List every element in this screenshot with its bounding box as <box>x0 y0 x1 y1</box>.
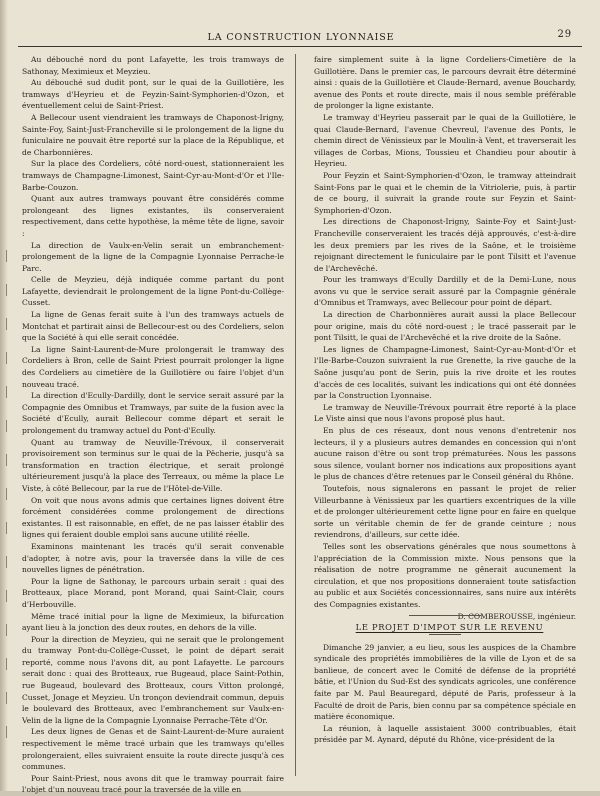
paragraph: La ligne de Genas ferait suite à l'un des tramways actuels de Montchat et partirait ainsi de Bellecour-est ou des Cordeliers, selon que la Société à qui elle serait concédée. <box>22 310 284 343</box>
paragraph: Au débouché sud dudit pont, sur le quai de la Guillotière, les tramways d'Heyrieu et de Feyzin-Saint-Symphorien-d'Ozon, et éventuellement celui de Saint-Priest. <box>22 78 284 111</box>
paragraph: La réunion, à laquelle assistaient 3000 contribuables, était présidée par M. Aynard, député du Rhône, vice-président de la <box>314 723 576 745</box>
paragraph: Pour les tramways d'Ecully Dardilly et de la Demi-Lune, nous avons vu que le service serait assuré par la Compagnie générale d'Omnibus et Tramways, avec Bellecour pour point de départ. <box>314 275 576 308</box>
section-title-rule <box>429 634 461 635</box>
header-rule <box>18 46 582 47</box>
paragraph: Telles sont les observations générales que nous soumettons à l'appréciation de la Commission mixte. Nous pensons que la réalisation de notre programme ne gênerait aucunement la circulation, et que nos propositions donneraient toute satisfaction au public et aux Sociétés concessionnaires, sans nuire aux intérêts des Compagnies existantes. <box>314 541 576 609</box>
paragraph: Les lignes de Champagne-Limonest, Saint-Cyr-au-Mont-d'Or et l'Ile-Barbe-Couzon suivraient la rue Grenette, la rive gauche de la Saône jusqu'au pont de Serin, puis la rive droite et les routes d'accès de ces localités, suivant les indications qui ont été données par la Construction Lyonnaise. <box>314 344 576 401</box>
paragraph: Dimanche 29 janvier, a eu lieu, sous les auspices de la Chambre syndicale des propriétés immobilières de la ville de Lyon et de sa banlieue, de concert avec le Comité de défense de la propriété bâtie, et l'Union du Sud-Est des syndicats agricoles, une conférence faite par M. Paul Beauregard, député de Paris, professeur à la Faculté de droit de Paris, bien connu par sa compétence spéciale en matière économique. <box>314 642 576 722</box>
section-title-text: LE PROJET D'IMPOT SUR LE REVENU <box>355 622 544 633</box>
running-header <box>18 28 584 46</box>
right-column <box>314 54 576 746</box>
paragraph: A Bellecour usent viendraient les tramways de Chaponost-Irigny, Sainte-Foy, Saint-Just-Francheville si le prolongement de la ligne du funiculaire ne pouvait être reporté sur la place de la République, et de Charbonnières. <box>22 112 284 157</box>
paragraph: Les deux lignes de Genas et de Saint-Laurent-de-Mure auraient respectivement le même tracé urbain que les tramways qu'elles prolongeraient, elles suivraient ensuite la route directe jusqu'à ces communes. <box>22 727 284 772</box>
author-signature: D. COMBEROUSSE, ingénieur. <box>457 611 576 621</box>
journal-title: LA CONSTRUCTION LYONNAISE <box>207 31 395 43</box>
paragraph: Pour la ligne de Sathonay, le parcours urbain serait : quai des Brotteaux, place Morand, pont Morand, quai Saint-Clair, cours d'Herbouville. <box>22 576 284 609</box>
paragraph: Les directions de Chaponost-Irigny, Sainte-Foy et Saint-Just-Francheville conserveraient les tracés déjà approuvés, c'est-à-dire les deux premiers par les rives de la Saône, et le troisième rejoignant directement le funiculaire par le pont Tilsitt et l'avenue de l'Archevêché. <box>314 217 576 273</box>
paragraph: La direction de Charbonnières aurait aussi la place Bellecour pour origine, mais du côté nord-ouest ; le tracé passerait par le pont Tilsitt, le quai de l'Archevêché et la rive droite de la Saône. <box>314 310 576 343</box>
paragraph: Même tracé initial pour la ligne de Meximieux, la bifurcation ayant lieu à la jonction des deux routes, en dehors de la ville. <box>22 611 284 633</box>
paragraph: Pour Feyzin et Saint-Symphorien-d'Ozon, le tramway atteindrait Saint-Fons par le quai et le chemin de la Vitriolerie, puis, à partir de ce bourg, il suivrait la grande route sur Feyzin et Saint-Symphorien-d'Ozon. <box>314 170 576 215</box>
margin-marks <box>6 250 12 770</box>
paragraph: Examinons maintenant les tracés qu'il serait convenable d'adopter, à notre avis, pour la traversée dans la ville de ces nouvelles lignes de pénétration. <box>22 541 284 575</box>
page-number: 29 <box>557 29 572 40</box>
paragraph: On voit que nous avons admis que certaines lignes doivent être forcément considérées comme prolongement de directions existantes. Il est raisonnable, en effet, de ne pas laisser établir des lignes qui feraient double emploi sans aucune utilité réelle. <box>22 495 284 540</box>
paragraph: Toutefois, nous signalerons en passant le projet de relier Villeurbanne à Vénissieux par les quartiers excentriques de la ville et de prolonger ultérieurement cette ligne pour en faire en quelque sorte un véritable chemin de fer de grande ceinture ; nous reviendrons, d'ailleurs, sur cette idée. <box>314 483 576 540</box>
paragraph: La direction d'Ecully-Dardilly, dont le service serait assuré par la Compagnie des Omnibus et Tramways, par suite de la fusion avec la Société d'Ecully, aurait Bellecour comme départ et serait le prolongement du tramway actuel du Pont-d'Ecully. <box>22 391 284 435</box>
paragraph: Au débouché nord du pont Lafayette, les trois tramways de Sathonay, Meximieux et Meyzieu. <box>22 55 284 76</box>
left-column <box>22 54 284 796</box>
paragraph: Pour Saint-Priest, nous avons dit que le tramway pourrait faire l'objet d'un nouveau tracé pour la traversée de la ville en <box>22 773 284 795</box>
paragraph: La direction de Vaulx-en-Velin serait un embranchement-prolongement de la ligne de la Compagnie Lyonnaise Perrache-le Parc. <box>22 240 284 273</box>
paragraph: Le tramway de Neuville-Trévoux pourrait être reporté à la place Le Viste ainsi que nous l'avons proposé plus haut. <box>314 402 576 424</box>
paragraph: Celle de Meyzieu, déjà indiquée comme partant du pont Lafayette, deviendrait le prolongement de la ligne Pont-du-Collège-Cusset. <box>22 275 284 308</box>
column-divider <box>295 54 296 776</box>
paragraph: Sur la place des Cordeliers, côté nord-ouest, stationneraient les tramways de Champagne-Limonest, Saint-Cyr-au-Mont-d'Or et l'Ile-Barbe-Couzon. <box>22 159 284 192</box>
paragraph: Quant au tramway de Neuville-Trévoux, il conserverait provisoirement son terminus sur le quai de la Pêcherie, jusqu'à sa transformation en traction électrique, et serait prolongé ultérieurement jusqu'à la place des Terreaux, ou même la place Le Viste, à côté Bellecour, par la rue de l'Hôtel-de-Ville. <box>22 437 284 493</box>
section-heading <box>314 622 576 634</box>
paragraph: faire simplement suite à la ligne Cordeliers-Cimetière de la Guillotière. Dans le premier cas, le parcours devrait être déterminé ainsi : quais de la Guillotière et Claude-Bernard, avenue Bouchardy, avenue des Ponts et route directe, mais il nous semble préférable de prolonger la ligne existante. <box>314 55 576 111</box>
paragraph: La ligne Saint-Laurent-de-Mure prolongerait le tramway des Cordeliers à Bron, celle de Saint Priest pourrait prolonger la ligne des Cordeliers au cimetière de la Guillotière ou faire l'objet d'un nouveau tracé. <box>22 344 284 389</box>
paragraph: Le tramway d'Heyrieu passerait par le quai de la Guillotière, le quai Claude-Bernard, l'avenue Chevreul, l'avenue des Ponts, le chemin direct de Vénissieux par le Moulin-à Vent, et traverserait les villages de Corbas, Mions, Toussieu et Chandieu pour aboutir à Heyrieu. <box>314 112 576 169</box>
paragraph: En plus de ces réseaux, dont nous venons d'entretenir nos lecteurs, il y a plusieurs autres demandes en concession qui n'ont aucune raison d'être ou sont trop prématurées. Nous les passons sous silence, voulant borner nos indications aux propositions ayant le plus de chances d'être retenues par le Conseil général du Rhône. <box>314 426 576 482</box>
paragraph: Pour la direction de Meyzieu, qui ne serait que le prolongement du tramway Pont-du-Collège-Cusset, le point de départ serait reporté, comme nous l'avons dit, au pont Lafayette. Le parcours serait donc : quai des Brotteaux, rue Bugeaud, place Saint-Pothin, rue Bugeaud, boulevard des Brotteaux, cours Vitton prolongé, Cusset, Jonage et Meyzieu. Un tronçon deviendrait commun, depuis le boulevard des Brotteaux, avec l'embranchement sur Vaulx-en-Velin de la ligne de la Compagnie Lyonnaise Perrache-Tête d'Or. <box>22 634 284 725</box>
paragraph: Quant aux autres tramways pouvant être considérés comme prolongeant des lignes existantes, ils conserveraient respectivement, dans cette hypothèse, la même tête de ligne, savoir : <box>22 194 284 238</box>
